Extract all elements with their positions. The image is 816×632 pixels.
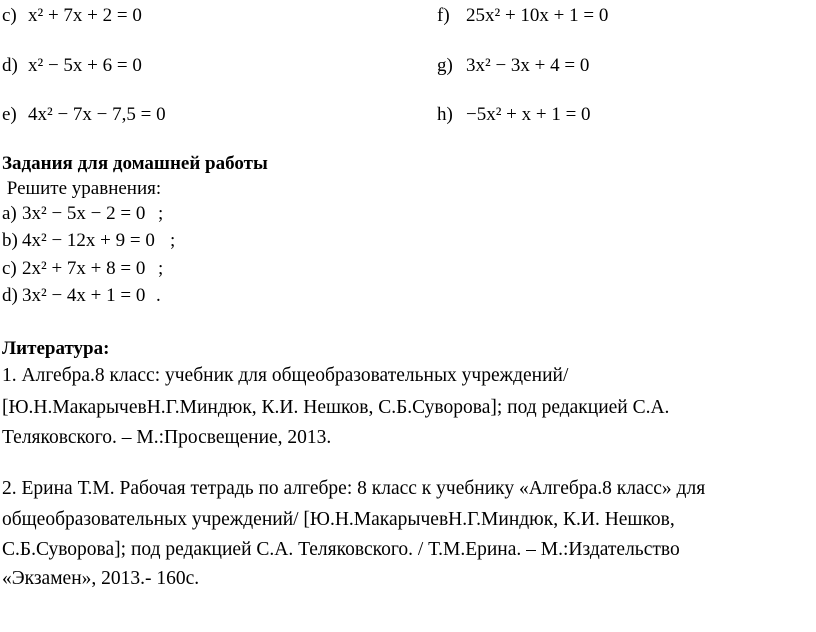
exercise-equation: 4x² − 7x − 7,5 = 0 <box>28 104 166 125</box>
homework-label: c) <box>2 258 17 279</box>
exercise-equation: x² − 5x + 6 = 0 <box>28 55 142 76</box>
literature-line: Теляковского. – М.:Просвещение, 2013. <box>2 427 332 448</box>
literature-line: [Ю.Н.МакарычевН.Г.Миндюк, К.И. Нешков, С.Б.Суворова]; под редакцией С.А. <box>2 397 670 418</box>
homework-heading: Задания для домашней работы <box>2 153 268 174</box>
literature-heading: Литература: <box>2 338 110 359</box>
exercise-label: d) <box>2 55 18 76</box>
homework-instruction: Решите уравнения: <box>2 178 162 199</box>
exercise-equation: 25x² + 10x + 1 = 0 <box>466 5 609 26</box>
exercise-label: f) <box>437 5 450 26</box>
homework-label: d) <box>2 285 18 306</box>
exercise-label: c) <box>2 5 17 26</box>
homework-equation: 3x² − 5x − 2 = 0 <box>22 203 146 224</box>
exercise-label: e) <box>2 104 17 125</box>
exercise-equation: x² + 7x + 2 = 0 <box>28 5 142 26</box>
literature-line: С.Б.Суворова]; под редакцией С.А. Теляковского. / Т.М.Ерина. – М.:Издательство <box>2 539 680 560</box>
homework-equation: 2x² + 7x + 8 = 0 <box>22 258 146 279</box>
exercise-equation: 3x² − 3x + 4 = 0 <box>466 55 590 76</box>
exercise-label: g) <box>437 55 453 76</box>
homework-label: b) <box>2 230 18 251</box>
exercise-label: h) <box>437 104 453 125</box>
literature-line: общеобразовательных учреждений/ [Ю.Н.МакарычевН.Г.Миндюк, К.И. Нешков, <box>2 509 675 530</box>
literature-line: «Экзамен», 2013.- 160с. <box>2 568 200 589</box>
homework-equation: 4x² − 12x + 9 = 0 <box>22 230 155 251</box>
literature-line: 2. Ерина Т.М. Рабочая тетрадь по алгебре: 8 класс к учебнику «Алгебра.8 класс» для <box>2 478 706 499</box>
homework-equation: 3x² − 4x + 1 = 0 <box>22 285 146 306</box>
exercise-equation: −5x² + x + 1 = 0 <box>466 104 591 125</box>
homework-punct: . <box>156 285 161 306</box>
literature-line: 1. Алгебра.8 класс: учебник для общеобразовательных учреждений/ <box>2 365 569 386</box>
homework-punct: ; <box>158 203 164 224</box>
homework-punct: ; <box>158 258 164 279</box>
homework-punct: ; <box>170 230 176 251</box>
homework-label: a) <box>2 203 17 224</box>
